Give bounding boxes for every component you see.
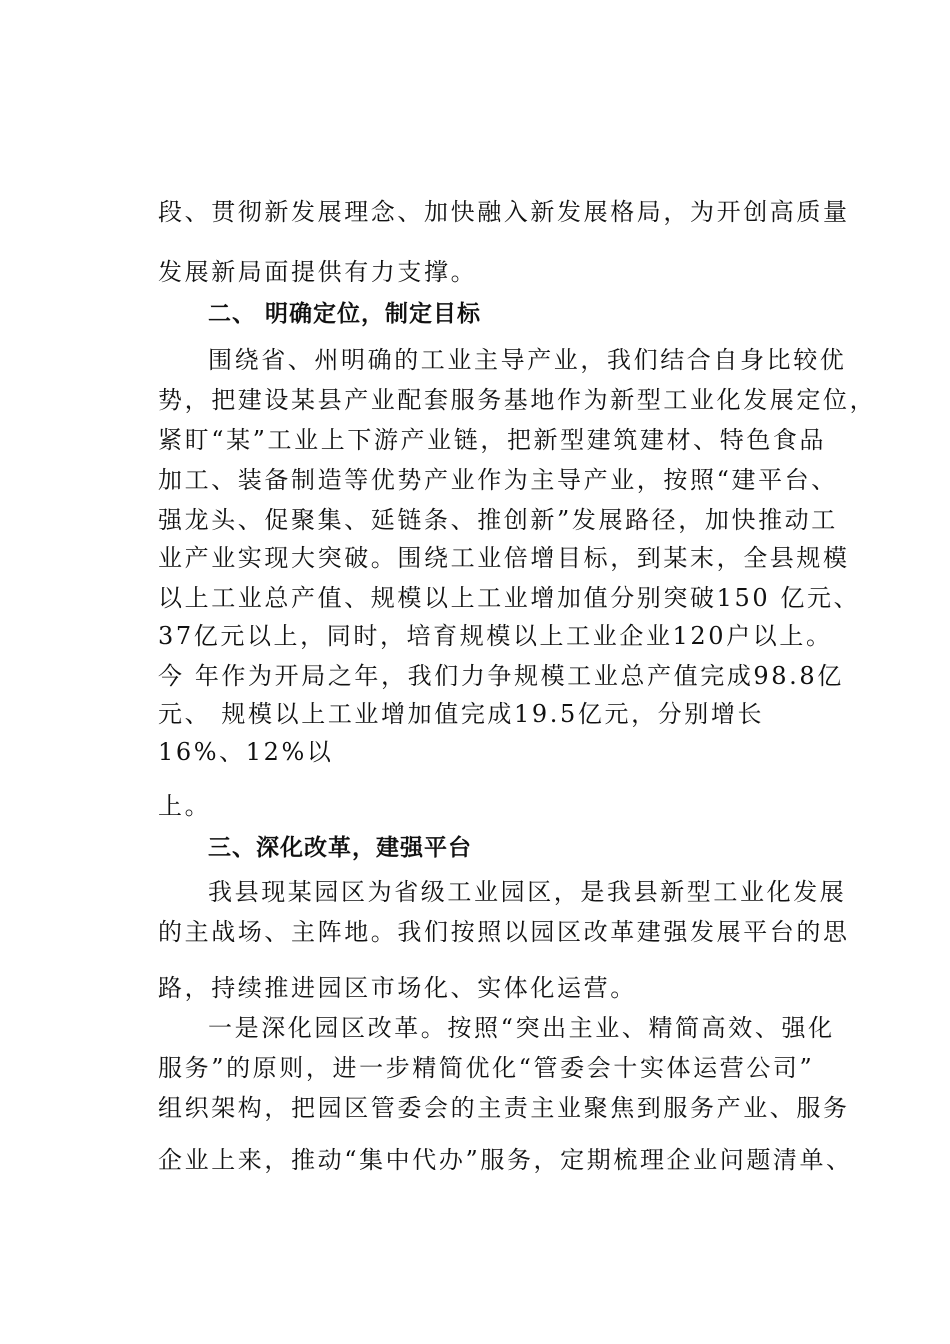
paragraph-line: 元、 规模以上工业增加值完成19.5亿元，分别增长 [158, 700, 765, 728]
paragraph-line: 发展新局面提供有力支撑。 [158, 258, 478, 286]
paragraph-line: 的主战场、主阵地。我们按照以园区改革建强发展平台的思 [158, 918, 850, 946]
paragraph-line: 企业上来，推动“集中代办”服务，定期梳理企业问题清单、 [158, 1146, 853, 1174]
paragraph-line: 我县现某园区为省级工业园区，是我县新型工业化发展 [208, 878, 847, 906]
section-heading-3: 三、深化改革，建强平台 [208, 835, 472, 861]
paragraph-line: 一是深化园区改革。按照“突出主业、精简高效、强化 [208, 1014, 835, 1042]
paragraph-line: 以上工业总产值、规模以上工业增加值分别突破150 亿元、 [158, 584, 861, 612]
paragraph-line: 16%、12%以 [158, 738, 334, 766]
paragraph-line: 路，持续推进园区市场化、实体化运营。 [158, 974, 637, 1002]
paragraph-line: 组织架构，把园区管委会的主责主业聚焦到服务产业、服务 [158, 1094, 850, 1122]
paragraph-line: 势，把建设某县产业配套服务基地作为新型工业化发展定位， [158, 386, 877, 414]
section-heading-2: 二、 明确定位，制定目标 [208, 301, 482, 327]
paragraph-line: 加工、装备制造等优势产业作为主导产业，按照“建平台、 [158, 466, 838, 494]
paragraph-line: 上。 [158, 792, 212, 820]
paragraph-line: 业产业实现大突破。围绕工业倍增目标，到某末，全县规模 [158, 544, 850, 572]
paragraph-line: 37亿元以上，同时，培育规模以上工业企业120户以上。 [158, 622, 833, 650]
paragraph-line: 段、贯彻新发展理念、加快融入新发展格局，为开创高质量 [158, 198, 850, 226]
paragraph-line: 强龙头、促聚集、延链条、推创新”发展路径，加快推动工 [158, 506, 838, 534]
paragraph-line: 紧盯“某”工业上下游产业链，把新型建筑建材、特色食品 [158, 426, 827, 454]
paragraph-line: 围绕省、州明确的工业主导产业，我们结合自身比较优 [208, 346, 847, 374]
paragraph-line: 服务”的原则，进一步精简优化“管委会十实体运营公司” [158, 1054, 815, 1082]
paragraph-line: 今 年作为开局之年，我们力争规模工业总产值完成98.8亿 [158, 662, 844, 690]
